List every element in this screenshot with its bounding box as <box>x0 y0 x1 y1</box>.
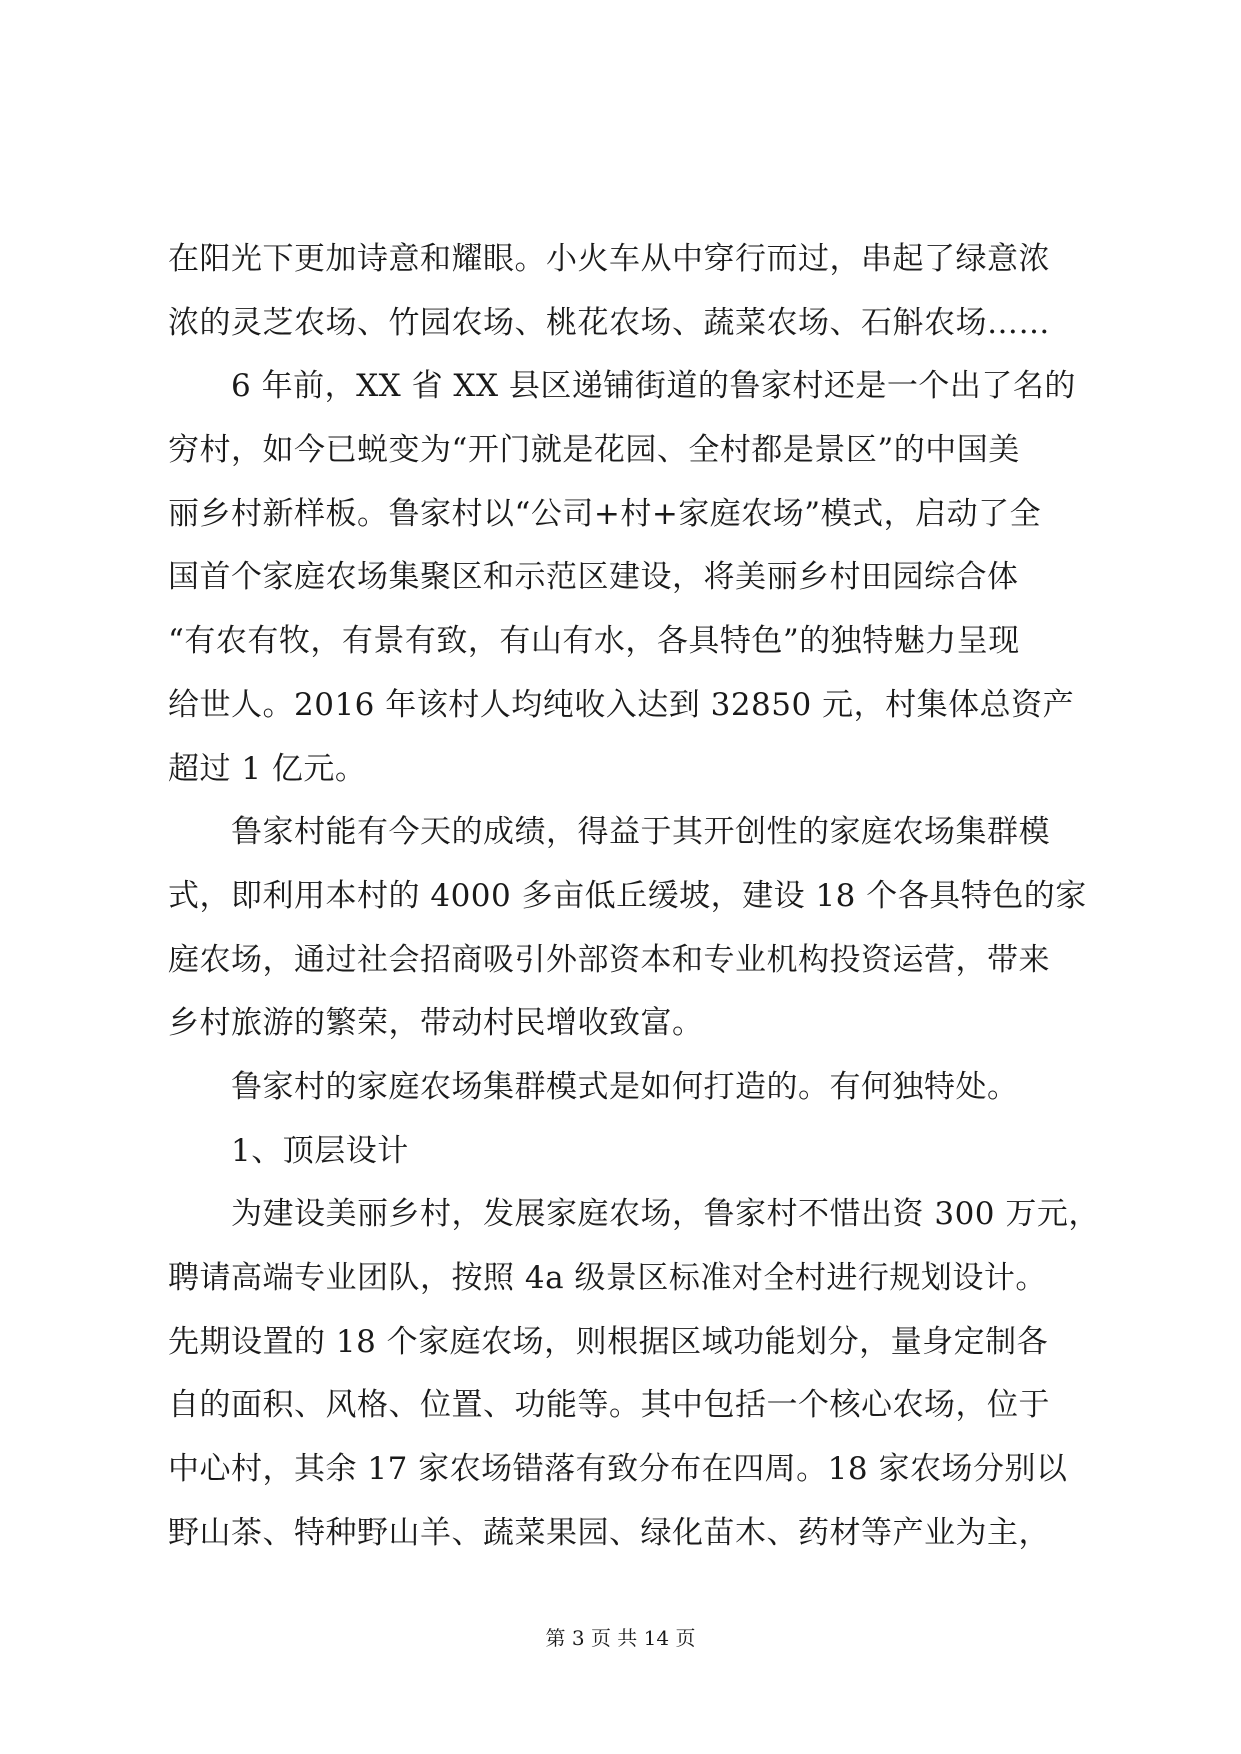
text-line: 先期设置的 18 个家庭农场，则根据区域功能划分，量身定制各 <box>168 1323 1049 1360</box>
text-line: 自的面积、风格、位置、功能等。其中包括一个核心农场，位于 <box>168 1387 1050 1424</box>
text-line: 庭农场，通过社会招商吸引外部资本和专业机构投资运营，带来 <box>168 941 1050 978</box>
text-line: 穷村，如今已蜕变为“开门就是花园、全村都是景区”的中国美 <box>168 432 1020 469</box>
text-line: 丽乡村新样板。鲁家村以“公司+村+家庭农场”模式，启动了全 <box>168 495 1042 532</box>
paragraph-start-line: 为建设美丽乡村，发展家庭农场，鲁家村不惜出资 300 万元， <box>231 1196 1100 1233</box>
text-line: 乡村旅游的繁荣，带动村民增收致富。 <box>168 1005 704 1042</box>
text-line: 超过 1 亿元。 <box>168 750 367 787</box>
body-text <box>168 228 1100 1565</box>
text-line: 浓的灵芝农场、竹园农场、桃花农场、蔬菜农场、石斛农场…… <box>168 304 1050 341</box>
paragraph-start-line: 6 年前，XX 省 XX 县区递铺街道的鲁家村还是一个出了名的 <box>231 368 1076 405</box>
section-heading: 1、顶层设计 <box>231 1132 409 1169</box>
text-line: 式，即利用本村的 4000 多亩低丘缓坡，建设 18 个各具特色的家 <box>168 877 1087 914</box>
page-footer: 第 3 页 共 14 页 <box>545 1626 696 1650</box>
text-line: 野山茶、特种野山羊、蔬菜果园、绿化苗木、药材等产业为主， <box>168 1514 1050 1551</box>
paragraph-start-line: 鲁家村的家庭农场集群模式是如何打造的。有何独特处。 <box>231 1068 1019 1105</box>
text-line: “有农有牧，有景有致，有山有水，各具特色”的独特魅力呈现 <box>168 623 1020 660</box>
paragraph-start-line: 鲁家村能有今天的成绩，得益于其开创性的家庭农场集群模 <box>231 814 1050 851</box>
text-line: 国首个家庭农场集聚区和示范区建设，将美丽乡村田园综合体 <box>168 559 1019 596</box>
text-line: 中心村，其余 17 家农场错落有致分布在四周。18 家农场分别以 <box>168 1451 1068 1488</box>
text-line: 在阳光下更加诗意和耀眼。小火车从中穿行而过，串起了绿意浓 <box>168 241 1050 277</box>
text-line: 给世人。2016 年该村人均纯收入达到 32850 元，村集体总资产 <box>168 686 1075 723</box>
text-line: 聘请高端专业团队，按照 4a 级景区标准对全村进行规划设计。 <box>168 1260 1047 1296</box>
